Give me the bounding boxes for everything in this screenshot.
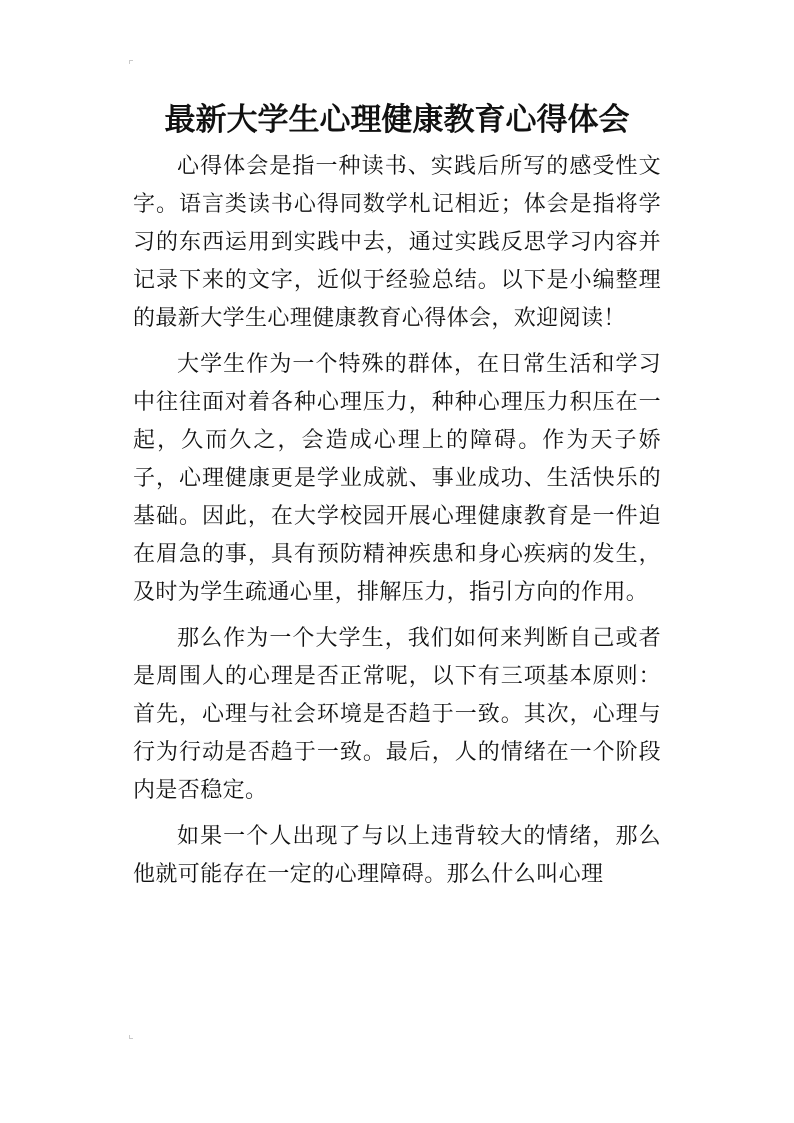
paragraph-psychological-barrier: 如果一个人出现了与以上违背较大的情绪，那么他就可能存在一定的心理障碍。那么什么叫心理 [133, 824, 661, 887]
paragraph-intro: 心得体会是指一种读书、实践后所写的感受性文字。语言类读书心得同数学札记相近；体会是指将学习的东西运用到实践中去，通过实践反思学习内容并记录下来的文字，近似于经验总结。以下是小编整理的最新大学生心理健康教育心得体会，欢迎阅读！ [133, 154, 661, 331]
crop-mark-bottom-left [129, 1035, 133, 1039]
crop-mark-top-left [129, 60, 133, 64]
document-title: 最新大学生心理健康教育心得体会 [164, 102, 630, 138]
paragraph-student-pressure: 大学生作为一个特殊的群体，在日常生活和学习中往往面对着各种心理压力，种种心理压力积压在一起，久而久之，会造成心理上的障碍。作为天子娇子，心理健康更是学业成就、事业成功、生活快乐的基础。因此，在大学校园开展心理健康教育是一件迫在眉急的事，具有预防精神疾患和身心疾病的发生，及时为学生疏通心里，排解压力，指引方向的作用。 [133, 352, 661, 605]
paragraph-three-principles: 那么作为一个大学生，我们如何来判断自己或者是周围人的心理是否正常呢，以下有三项基本原则：首先，心理与社会环境是否趋于一致。其次，心理与行为行动是否趋于一致。最后，人的情绪在一个阶段内是否稳定。 [133, 626, 661, 803]
document-body [133, 148, 661, 902]
